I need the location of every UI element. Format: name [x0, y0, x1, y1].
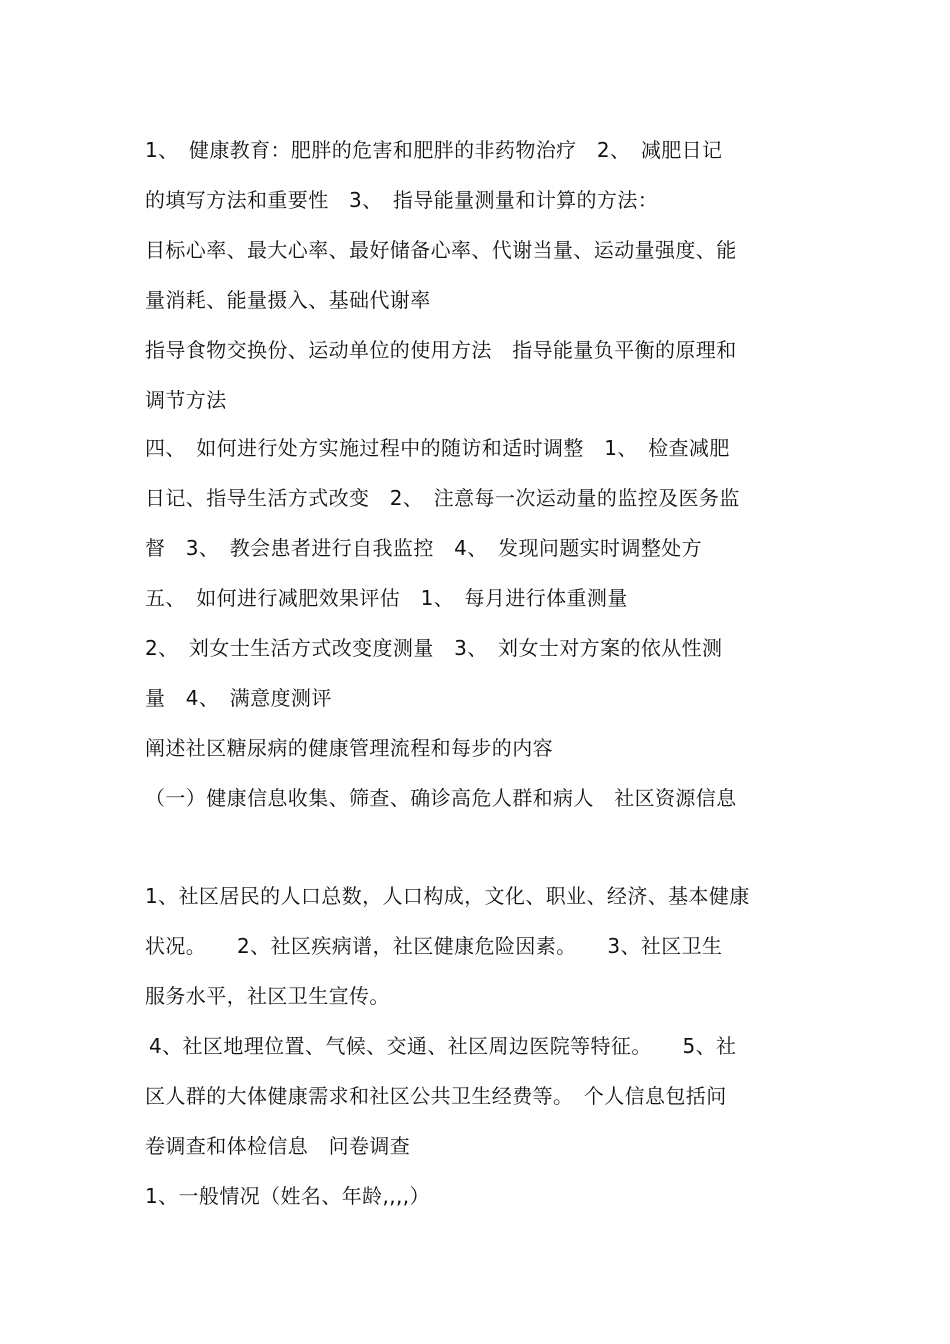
- text-line: 量消耗、能量摄入、基础代谢率: [145, 288, 431, 312]
- text-line: 状况。 2、社区疾病谱，社区健康危险因素。 3、社区卫生: [145, 934, 723, 958]
- text-line: 调节方法: [145, 388, 227, 412]
- text-line: 量 4、 满意度测评: [145, 686, 332, 710]
- text-line: 服务水平，社区卫生宣传。: [145, 984, 390, 1008]
- text-line: 1、社区居民的人口总数，人口构成，文化、职业、经济、基本健康: [145, 884, 750, 908]
- text-line: 日记、指导生活方式改变 2、 注意每一次运动量的监控及医务监: [145, 486, 740, 510]
- text-line: 4、社区地理位置、气候、交通、社区周边医院等特征。 5、社: [149, 1034, 737, 1058]
- text-line: 四、 如何进行处方实施过程中的随访和适时调整 1、 检查减肥: [145, 436, 730, 460]
- text-line: 五、 如何进行减肥效果评估 1、 每月进行体重测量: [145, 586, 628, 610]
- text-line: 1、一般情况（姓名、年龄,,,,）: [145, 1184, 430, 1208]
- text-line: 卷调查和体检信息 问卷调查: [145, 1134, 411, 1158]
- text-line: 指导食物交换份、运动单位的使用方法 指导能量负平衡的原理和: [145, 338, 737, 362]
- text-line: 1、 健康教育：肥胖的危害和肥胖的非药物治疗 2、 减肥日记: [145, 138, 723, 162]
- text-line: 区人群的大体健康需求和社区公共卫生经费等。 个人信息包括问: [145, 1084, 727, 1108]
- text-line: 的填写方法和重要性 3、 指导能量测量和计算的方法：: [145, 188, 659, 212]
- heading: 阐述社区糖尿病的健康管理流程和每步的内容: [145, 736, 553, 760]
- text-line: 目标心率、最大心率、最好储备心率、代谢当量、运动量强度、能: [145, 238, 737, 262]
- text-line: 督 3、 教会患者进行自我监控 4、 发现问题实时调整处方: [145, 536, 703, 560]
- text-line: 2、 刘女士生活方式改变度测量 3、 刘女士对方案的依从性测: [145, 636, 723, 660]
- section-heading: （一）健康信息收集、筛查、确诊高危人群和病人 社区资源信息: [145, 786, 737, 810]
